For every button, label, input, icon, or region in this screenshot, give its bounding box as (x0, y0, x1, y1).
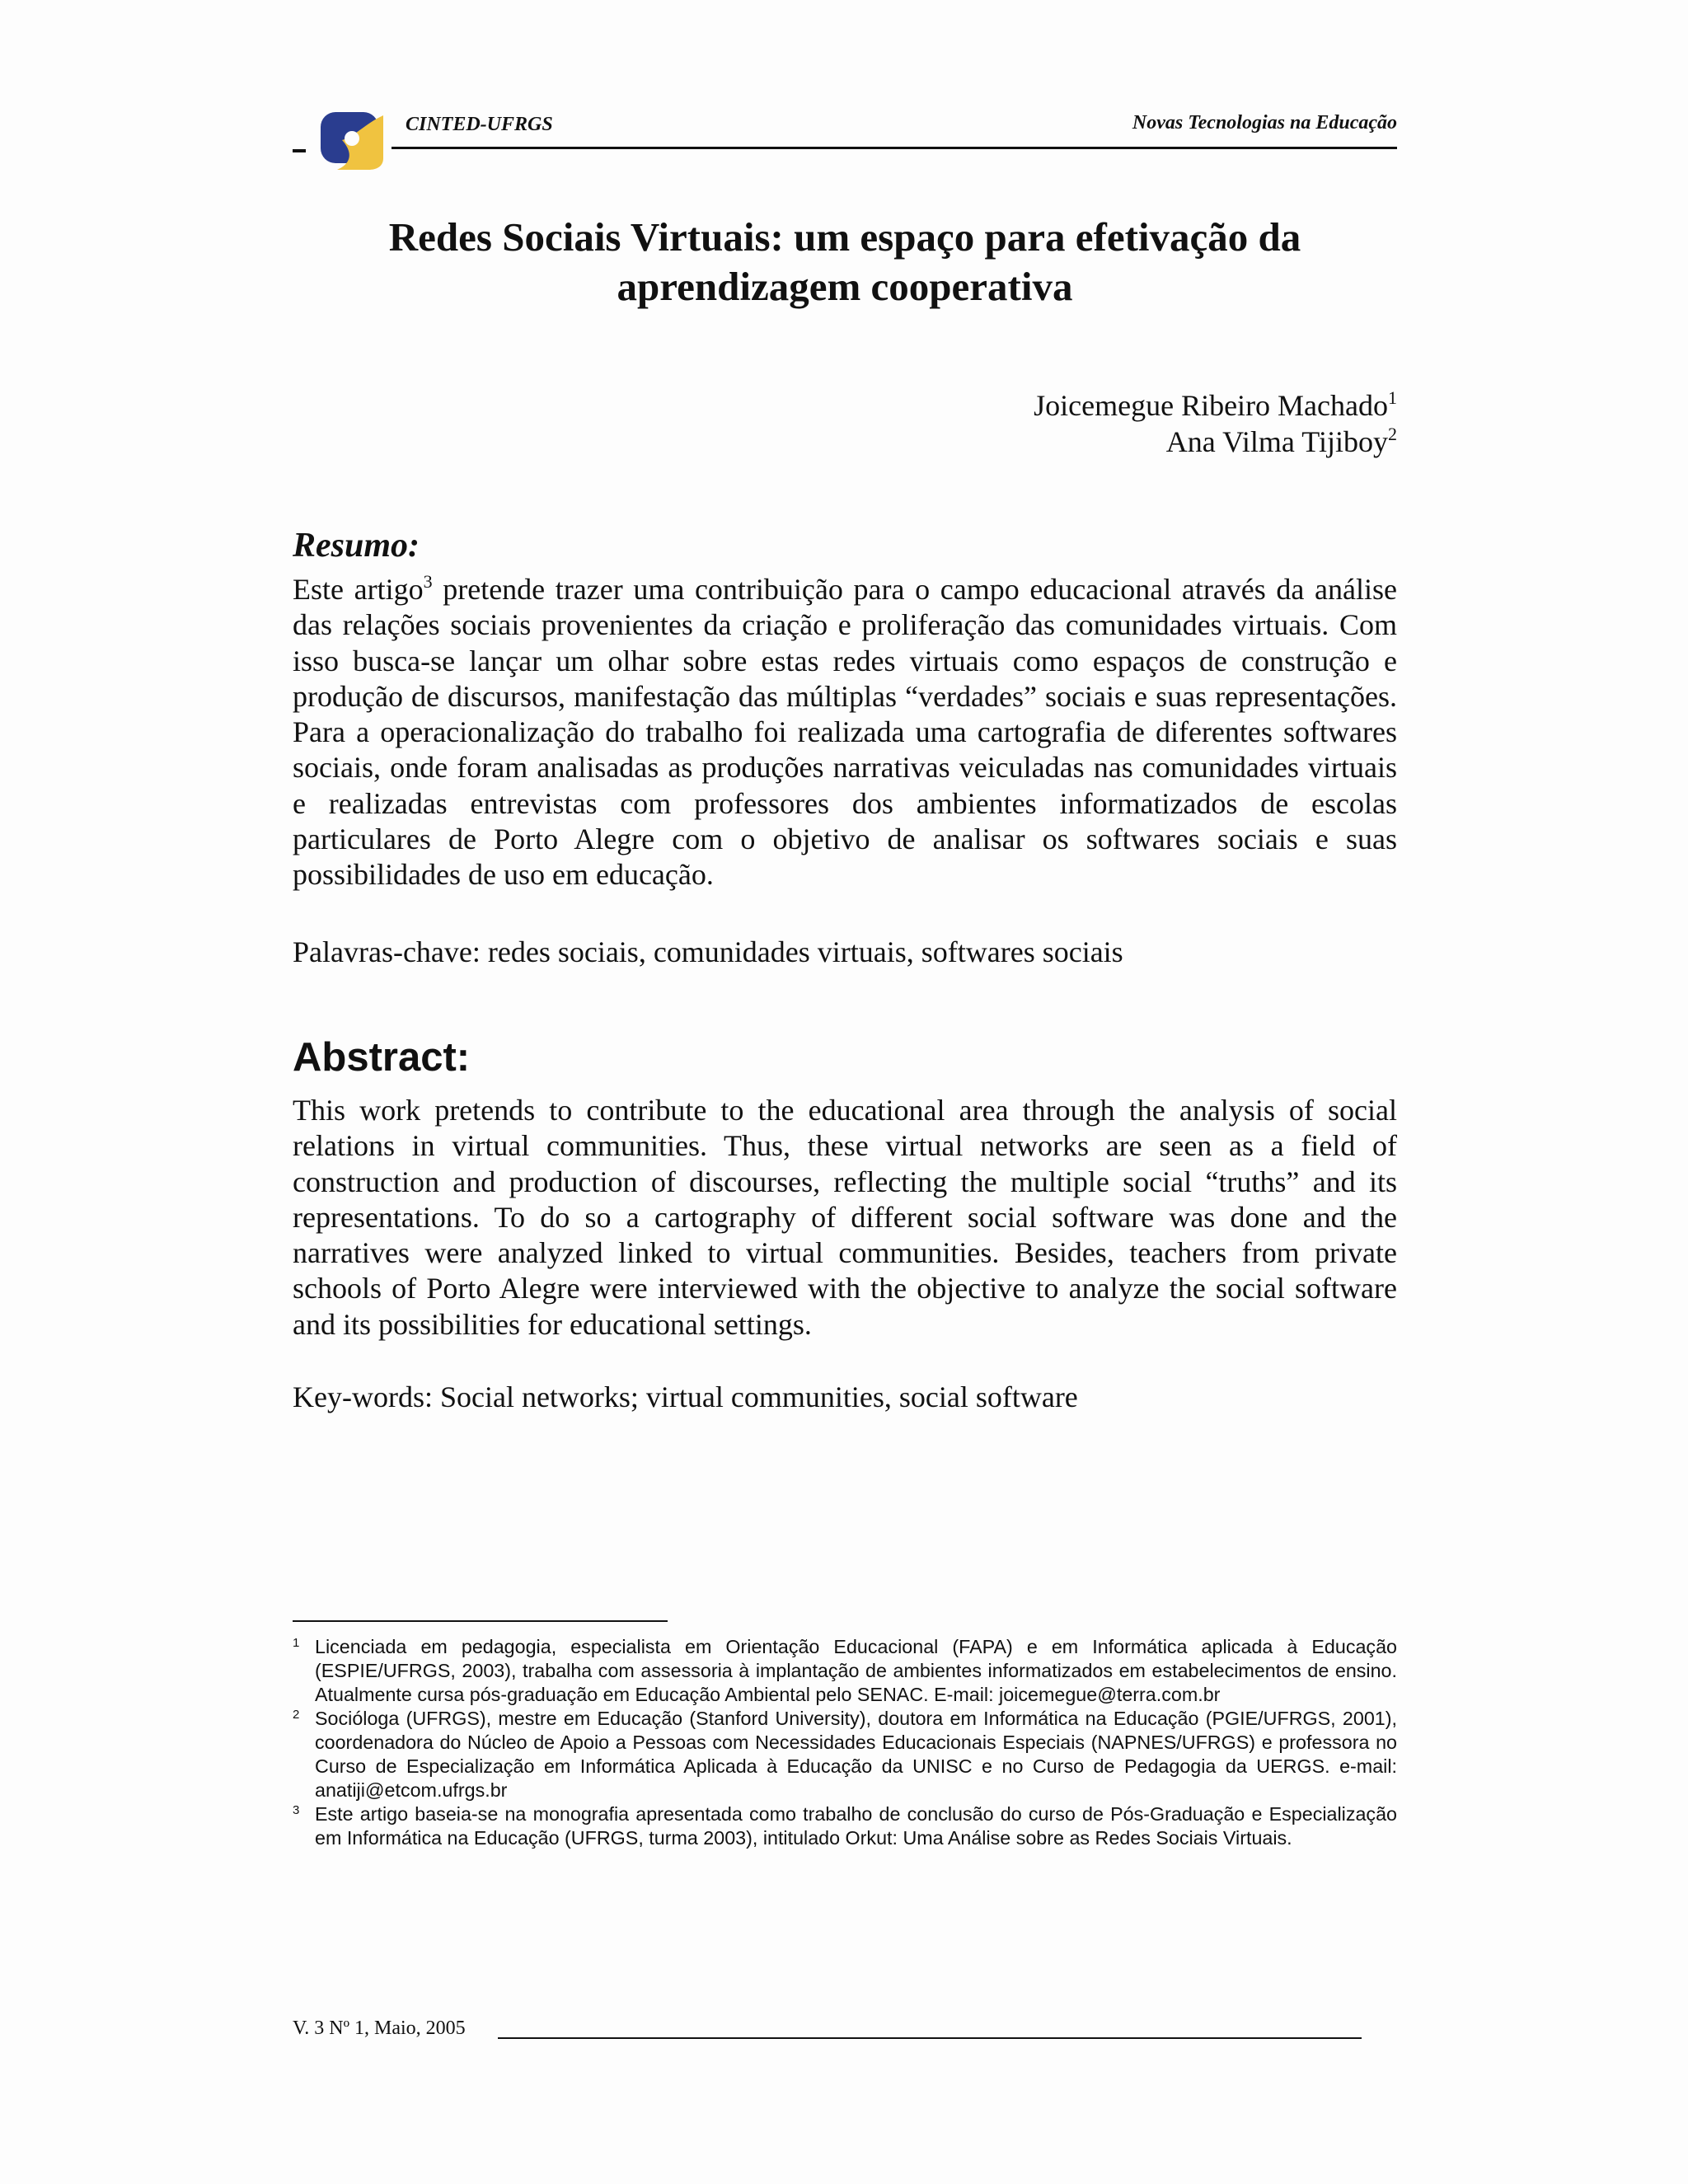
resumo-text-start: Este artigo (293, 573, 424, 606)
resumo-footnote-mark: 3 (423, 571, 433, 592)
footnote-1 (293, 1635, 1397, 1707)
author-2 (293, 424, 1397, 460)
author-footnote-mark: 2 (1388, 424, 1397, 444)
footnote-2 (293, 1707, 1397, 1802)
title-line-1: Redes Sociais Virtuais: um espaço para efetivação da (388, 214, 1301, 260)
resumo-paragraph (293, 572, 1397, 893)
author-list (293, 387, 1397, 460)
footnote-text: Licenciada em pedagogia, especialista em Orientação Educacional (FAPA) e em Informática aplicada à Educação (ESPIE/UFRGS, 2003), trabalha com assessoria à implantação de ambientes informatizados em estabelecimentos de ensino. Atualmente cursa pós-graduação em Educação Ambiental pelo SENAC. E-mail: joicemegue@terra.com.br (315, 1636, 1397, 1705)
footnote-number: 1 (293, 1636, 300, 1650)
logo-dash (293, 149, 306, 152)
resumo-heading: Resumo: (293, 527, 420, 565)
issue-footer: V. 3 Nº 1, Maio, 2005 (293, 2018, 466, 2039)
footnote-number: 2 (293, 1708, 300, 1722)
author-footnote-mark: 1 (1388, 387, 1397, 408)
palavras-chave: Palavras-chave: redes sociais, comunidades virtuais, softwares sociais (293, 935, 1123, 968)
paper-title (293, 213, 1397, 312)
cinted-logo-icon (317, 107, 388, 173)
header-rule (392, 147, 1397, 149)
footnote-rule (293, 1620, 668, 1622)
page-header (293, 107, 1397, 173)
abstract-paragraph: This work pretends to contribute to the educational area through the analysis of social relations in virtual communities. Thus, these virtual networks are seen as a field of construction and production of discourses, reflecting the multiple social “truths” and its representations. To do so a cartography of different social software was done and the narratives were analyzed linked to virtual communities. Besides, teachers from private schools of Porto Alegre were interviewed with the objective to analyze the social software and its possibilities for educational settings. (293, 1094, 1397, 1341)
footnote-text: Este artigo baseia-se na monografia apresentada como trabalho de conclusão do curso de Pós-Graduação e Especialização em Informática na Educação (UFRGS, turma 2003), intitulado Orkut: Uma Análise sobre as Redes Sociais Virtuais. (315, 1803, 1397, 1849)
author-name: Joicemegue Ribeiro Machado (1034, 389, 1388, 422)
footnote-3 (293, 1802, 1397, 1850)
abstract-heading: Abstract: (293, 1035, 471, 1080)
title-line-2: aprendizagem cooperativa (617, 264, 1073, 309)
footnotes (293, 1635, 1397, 1850)
journal-left-label: CINTED-UFRGS (406, 114, 553, 135)
abstract-keywords: Key-words: Social networks; virtual communities, social software (293, 1380, 1078, 1413)
footnote-number: 3 (293, 1803, 300, 1817)
author-1 (293, 387, 1397, 424)
footer-rule (498, 2037, 1362, 2039)
resumo-text-rest: pretende trazer uma contribuição para o campo educacional através da análise das relações sociais provenientes da criação e proliferação das comunidades virtuais. Com isso busca-se lançar um olhar sobre estas redes virtuais como espaços de construção e produção de discursos, manifestação das múltiplas “verdades” sociais e suas representações. Para a operacionalização do trabalho foi realizada uma cartografia de diferentes softwares sociais, onde foram analisadas as produções narrativas veiculadas nas comunidades virtuais e realizadas entrevistas com professores dos ambientes informatizados de escolas particulares de Porto Alegre com o objetivo de analisar os softwares sociais e suas possibilidades de uso em educação. (293, 573, 1397, 892)
author-name: Ana Vilma Tijiboy (1165, 425, 1388, 458)
footnote-text: Socióloga (UFRGS), mestre em Educação (Stanford University), doutora em Informática na Educação (PGIE/UFRGS, 2001), coordenadora do Núcleo de Apoio a Pessoas com Necessidades Educacionais Especiais (NAPNES/UFRGS) e professora no Curso de Especialização em Informática Aplicada à Educação da UNISC e no Curso de Pedagogia da UERGS. e-mail: anatiji@etcom.ufrgs.br (315, 1708, 1397, 1801)
journal-right-label: Novas Tecnologias na Educação (1132, 112, 1397, 134)
